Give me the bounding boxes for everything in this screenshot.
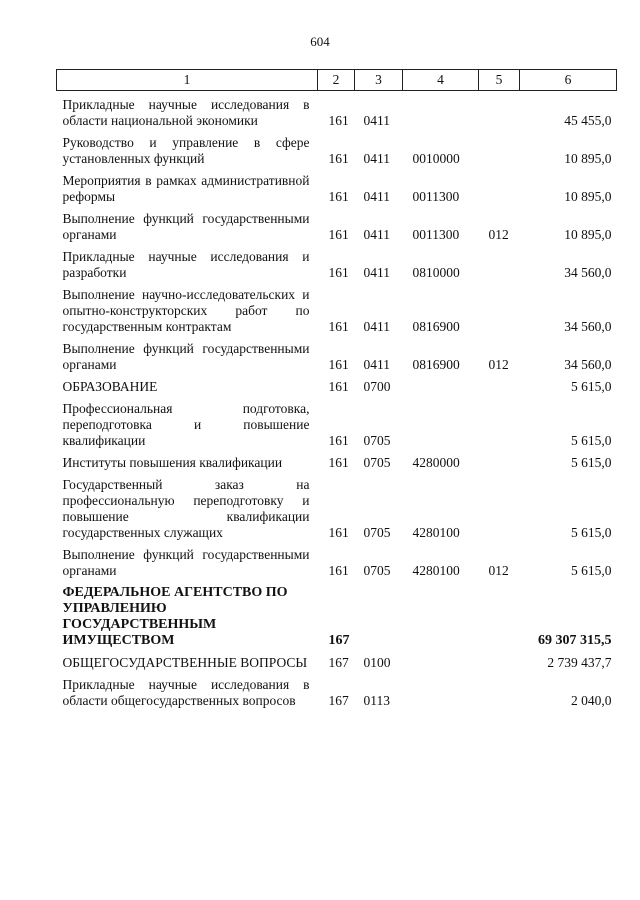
- column-header-1: 1: [57, 70, 318, 91]
- expense-type-code: [479, 649, 520, 671]
- section-code: 0411: [363, 151, 390, 166]
- table-row: [57, 129, 617, 167]
- expense-type-code: [479, 373, 520, 395]
- ministry-code: 161: [328, 227, 349, 242]
- section-code: 0411: [363, 319, 390, 334]
- item-name: Институты повышения квалификации: [62, 455, 283, 470]
- ministry-code: 167: [328, 633, 350, 648]
- ministry-code: 167: [328, 693, 349, 708]
- section-code: 0705: [363, 433, 391, 448]
- amount: 2 739 437,7: [547, 655, 612, 670]
- target-code: [403, 373, 479, 395]
- target-code: 0810000: [412, 265, 460, 280]
- amount: 69 307 315,5: [538, 633, 612, 648]
- item-name: Мероприятия в рамках административной реформы: [62, 173, 310, 204]
- amount: 5 615,0: [571, 525, 612, 540]
- page-number: 604: [310, 34, 330, 49]
- table-row: [57, 395, 617, 449]
- section-code: 0705: [363, 525, 391, 540]
- expense-type-code: [479, 471, 520, 541]
- table-row: [57, 243, 617, 281]
- expense-type-code: [479, 167, 520, 205]
- ministry-code: 161: [328, 113, 349, 128]
- table-row: [57, 541, 617, 579]
- table-row: [57, 281, 617, 335]
- table-row: [57, 167, 617, 205]
- amount: 34 560,0: [564, 265, 612, 280]
- expense-type-code: [479, 449, 520, 471]
- ministry-code: 161: [328, 455, 349, 470]
- section-code: 0705: [363, 563, 391, 578]
- amount: 10 895,0: [564, 227, 612, 242]
- target-code: [403, 649, 479, 671]
- budget-table: [56, 69, 617, 709]
- amount: 5 615,0: [571, 433, 612, 448]
- expense-type-code: [479, 579, 520, 649]
- target-code: 4280100: [412, 563, 460, 578]
- target-code: 4280100: [412, 525, 460, 540]
- amount: 34 560,0: [564, 357, 612, 372]
- item-name: ФЕДЕРАЛЬНОЕ АГЕНТСТВО ПО УПРАВЛЕНИЮ ГОСУДАРСТВЕННЫМ ИМУЩЕСТВОМ: [62, 585, 288, 648]
- item-name: Выполнение функций государственными органами: [62, 547, 310, 578]
- item-name: Прикладные научные исследования и разработки: [62, 249, 310, 280]
- target-code: [403, 91, 479, 130]
- expense-type-code: [479, 671, 520, 709]
- expense-type-code: [479, 91, 520, 130]
- table-row: [57, 91, 617, 130]
- section-code: 0100: [363, 655, 391, 670]
- column-header-4: 4: [403, 70, 479, 91]
- item-name: Прикладные научные исследования в области национальной экономики: [62, 97, 310, 128]
- column-header-3: 3: [355, 70, 403, 91]
- item-name: Прикладные научные исследования в области общегосударственных вопросов: [62, 677, 310, 708]
- ministry-code: 161: [328, 433, 349, 448]
- expense-type-code: [479, 395, 520, 449]
- ministry-code: 161: [328, 189, 349, 204]
- table-row: [57, 449, 617, 471]
- section-code: 0411: [363, 265, 390, 280]
- column-header-6: 6: [520, 70, 617, 91]
- table-row: [57, 579, 617, 649]
- item-name: Руководство и управление в сфере установленных функций: [62, 135, 310, 166]
- table-row: [57, 671, 617, 709]
- item-name: ОБЩЕГОСУДАРСТВЕННЫЕ ВОПРОСЫ: [62, 655, 308, 670]
- expense-type-code: [479, 243, 520, 281]
- section-code: 0411: [363, 227, 390, 242]
- ministry-code: 161: [328, 563, 349, 578]
- target-code: 0816900: [412, 319, 460, 334]
- table-row: [57, 335, 617, 373]
- amount: 5 615,0: [571, 379, 612, 394]
- amount: 5 615,0: [571, 563, 612, 578]
- amount: 2 040,0: [571, 693, 612, 708]
- expense-type-code: 012: [488, 357, 509, 372]
- target-code: [403, 671, 479, 709]
- amount: 10 895,0: [564, 151, 612, 166]
- table-body: [57, 91, 617, 710]
- table-header-row: [57, 70, 617, 91]
- item-name: Выполнение функций государственными органами: [62, 211, 310, 242]
- item-name: Выполнение научно-исследовательских и опытно-конструкторских работ по государственным контрактам: [62, 287, 310, 334]
- expense-type-code: [479, 281, 520, 335]
- ministry-code: 167: [328, 655, 349, 670]
- item-name: Государственный заказ на профессиональную переподготовку и повышение квалификации государственных служащих: [62, 477, 310, 540]
- item-name: Профессиональная подготовка, переподготовка и повышение квалификации: [62, 401, 310, 448]
- amount: 34 560,0: [564, 319, 612, 334]
- section-code: 0411: [363, 357, 390, 372]
- amount: 10 895,0: [564, 189, 612, 204]
- table-row: [57, 373, 617, 395]
- table-row: [57, 205, 617, 243]
- section-code: [355, 579, 403, 649]
- ministry-code: 161: [328, 319, 349, 334]
- target-code: 0010000: [412, 151, 460, 166]
- expense-type-code: 012: [488, 563, 509, 578]
- target-code: [403, 579, 479, 649]
- amount: 5 615,0: [571, 455, 612, 470]
- target-code: 0816900: [412, 357, 460, 372]
- expense-type-code: 012: [488, 227, 509, 242]
- section-code: 0700: [363, 379, 391, 394]
- section-code: 0705: [363, 455, 391, 470]
- section-code: 0411: [363, 189, 390, 204]
- target-code: 0011300: [412, 227, 460, 242]
- target-code: 0011300: [412, 189, 460, 204]
- table-row: [57, 649, 617, 671]
- section-code: 0411: [363, 113, 390, 128]
- ministry-code: 161: [328, 525, 349, 540]
- amount: 45 455,0: [564, 113, 612, 128]
- ministry-code: 161: [328, 379, 349, 394]
- column-header-2: 2: [318, 70, 355, 91]
- target-code: [403, 395, 479, 449]
- expense-type-code: [479, 129, 520, 167]
- ministry-code: 161: [328, 151, 349, 166]
- item-name: ОБРАЗОВАНИЕ: [62, 379, 158, 394]
- section-code: 0113: [363, 693, 390, 708]
- column-header-5: 5: [479, 70, 520, 91]
- ministry-code: 161: [328, 265, 349, 280]
- target-code: 4280000: [412, 455, 460, 470]
- table-row: [57, 471, 617, 541]
- ministry-code: 161: [328, 357, 349, 372]
- item-name: Выполнение функций государственными органами: [62, 341, 310, 372]
